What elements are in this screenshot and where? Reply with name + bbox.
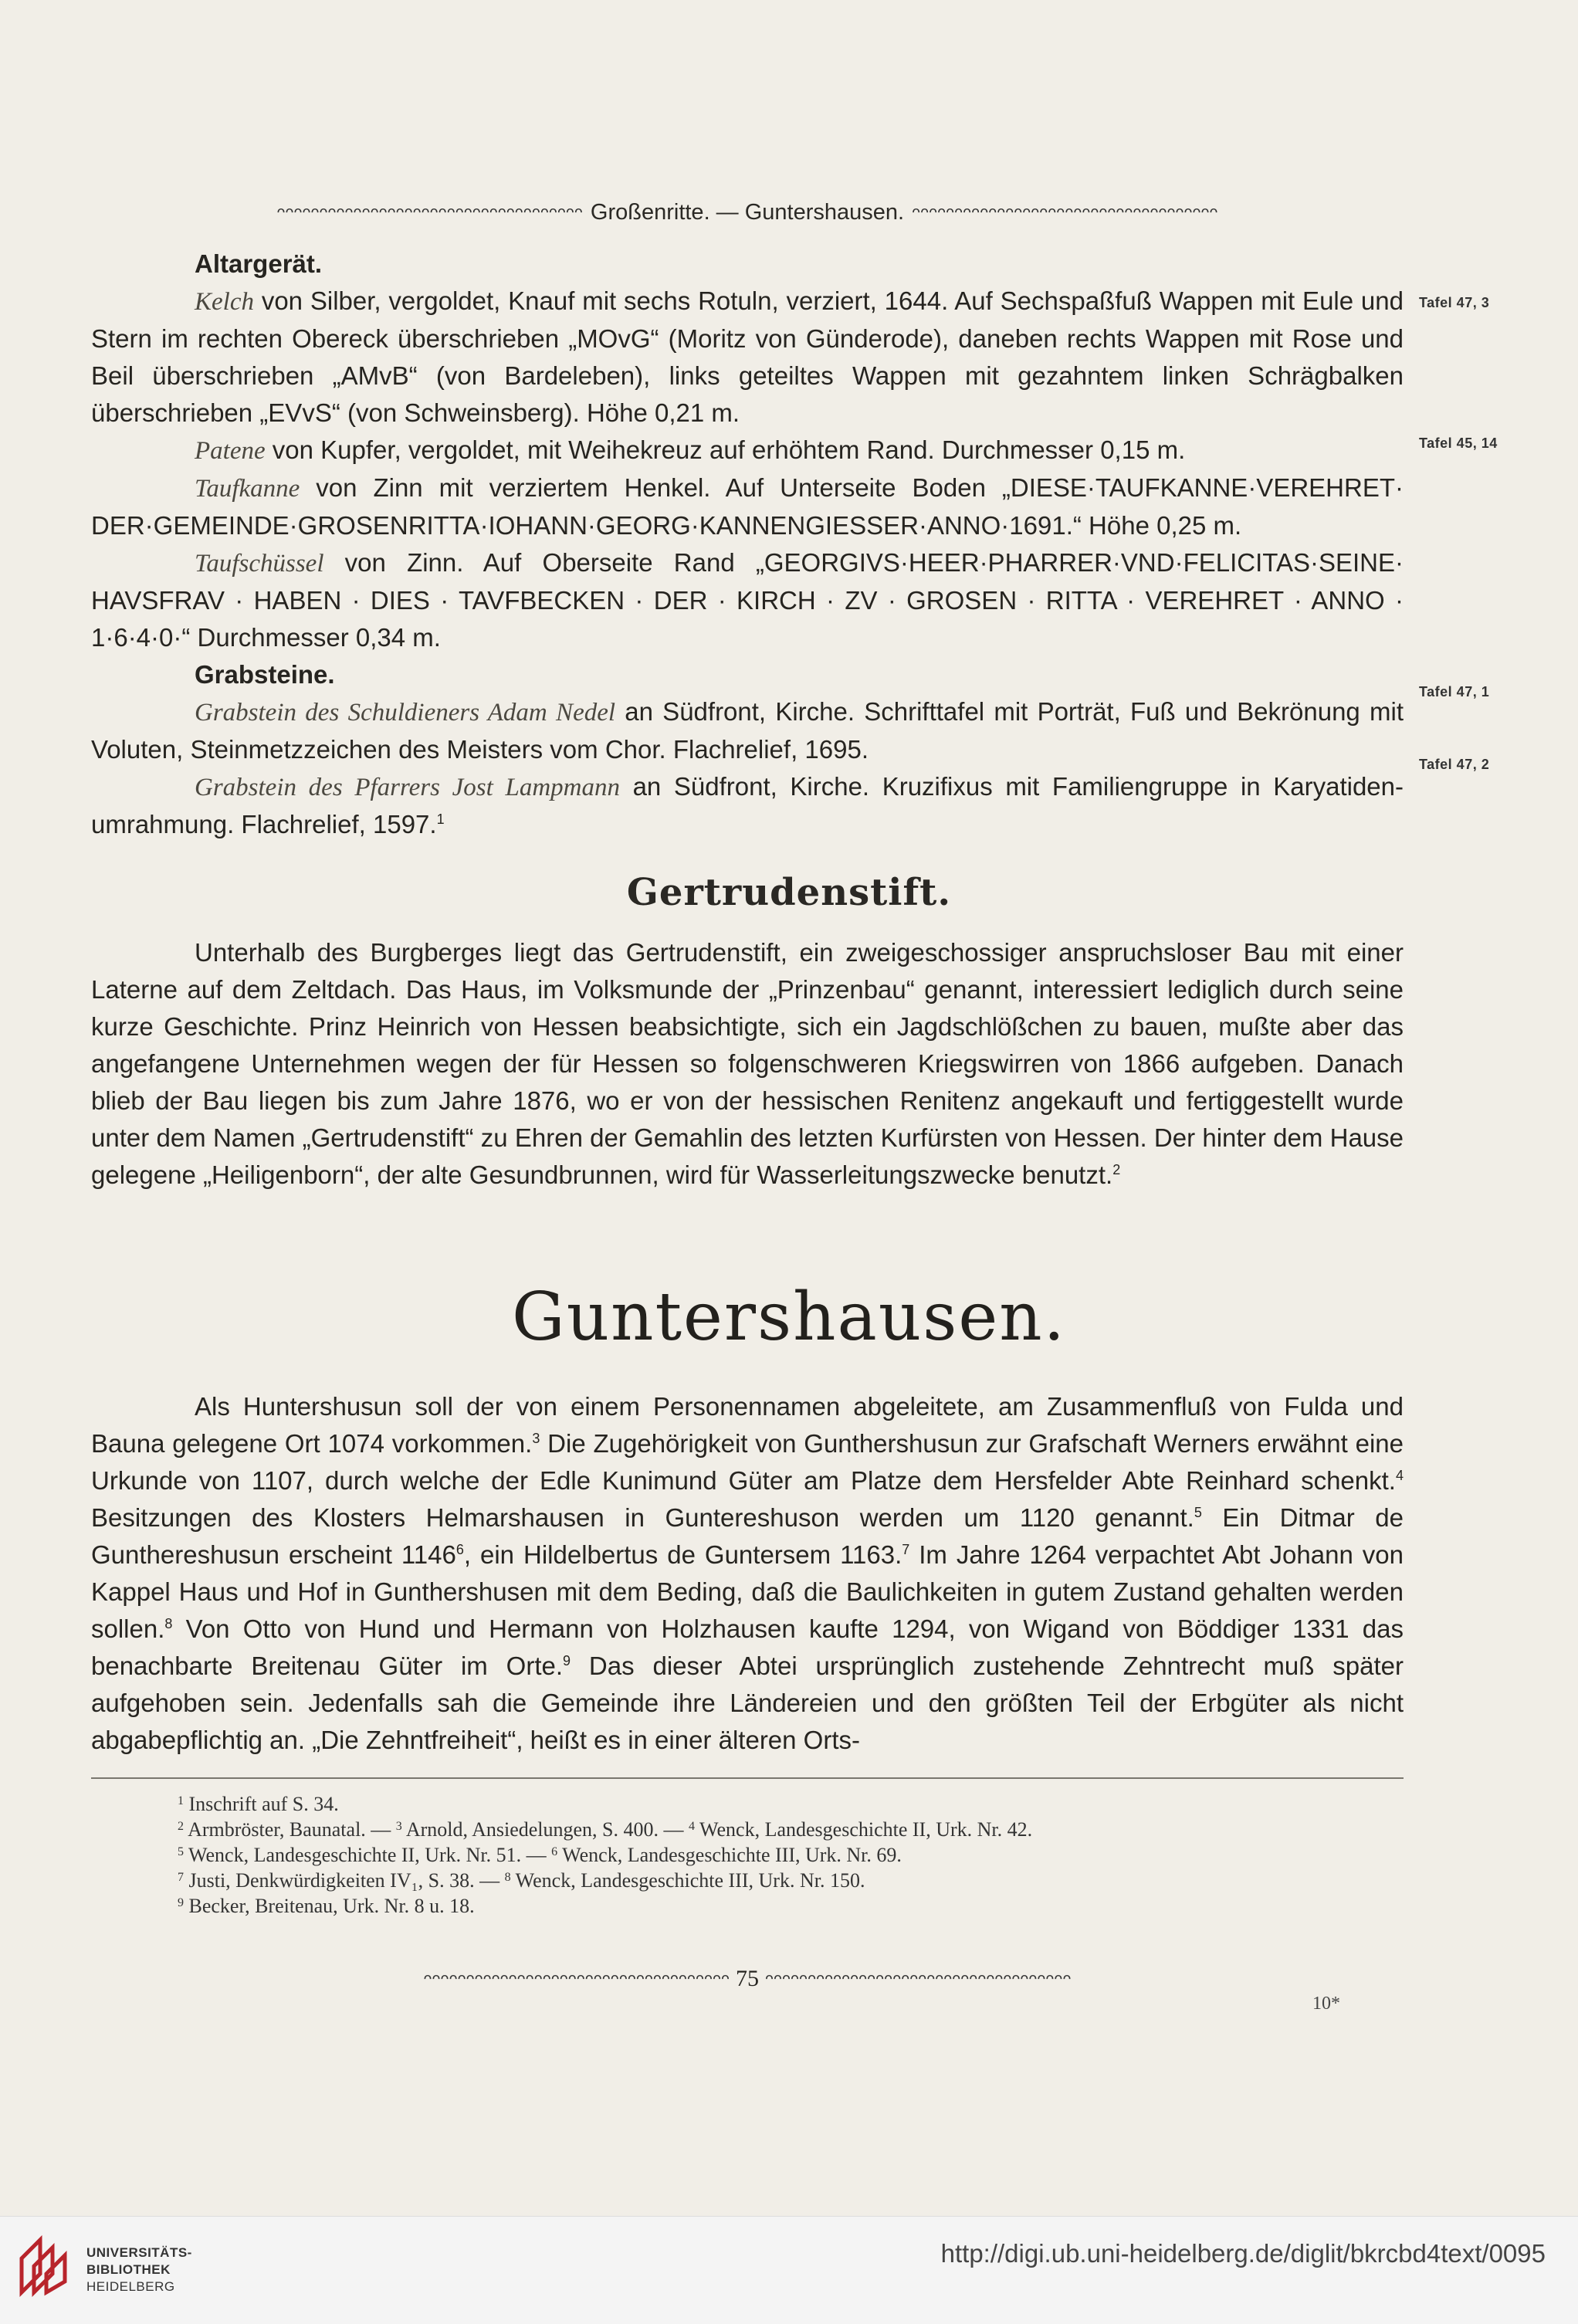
entry-title: Taufkanne [195, 475, 300, 503]
entry-grabstein-lampmann: Grabstein des Pfarrers Jost Lampmann an Südfront, Kirche. Kruzifixus mit Familiengruppe in Karyatiden-umrahmung. Flachrelief, 1597.$^1$ [91, 772, 1404, 838]
footnote-divider [91, 1777, 1404, 1779]
entry-taufschuessel: Taufschüssel von Zinn. Auf Oberseite Rand „GEORGIVS·HEER·PHARRER·VND·FELICITAS·SEINE· HAVSFRAV · HABEN · DIES · TAVFBECKEN · DER · KIRCH · ZV · GROSEN · RITTA · VEREHRET · ANNO · 1·6·4·0·“ Durchmesser 0,34 m. [91, 548, 1404, 652]
footnote-ref[interactable]: 8 [164, 1616, 173, 1631]
entry-title: Grabstein des Pfarrers Jost Lampmann [195, 774, 620, 801]
paragraph-guntershausen: Als Huntershusun soll der von einem Personennamen abgeleitete, am Zusammenfluß von Fulda und Bauna gelegene Ort 1074 vorkommen.$^3$ Die Zugehörigkeit von Gunthershusun zur Grafschaft Werners erwähnt eine Urkunde von 1107, durch welche der Edle Kunimund Güter am Platze dem Hersfelder Abte Reinhard schenkt.$^4$ Besitzungen des Klosters Helmarshausen in Guntereshuson werden um 1120 genannt.$^5$ Ein Ditmar de Gunthereshusun erscheint 1146$^6$, ein Hildelbertus de Guntersem 1163.$^7$ Im Jahre 1264 verpachtet Abt Johann von Kappel Haus und Hof in Gunthershusen mit dem Beding, daß die Baulichkeiten in gutem Zustand gehalten werden sollen.$^8$ Von Otto von Hund und Hermann von Holzhausen kaufte 1294, von Wigand von Böddiger 1331 das benachbarte Breitenau Güter im Orte.$^9$ Das dieser Abtei ursprünglich zustehende Zehntrecht muß später aufgehoben sein. Jedenfalls sah die Gemeinde ihre Ländereien und den größten Teil der Erbgüter als nicht abgabepflichtig an. „Die Zehntfreiheit“, heißt es in einer älteren Orts- [91, 1392, 1404, 1754]
footnote-ref[interactable]: 6 [455, 1542, 464, 1557]
ornament-band-right: ᴖᴖᴖᴖᴖᴖᴖᴖᴖᴖᴖᴖᴖᴖᴖᴖᴖᴖᴖᴖᴖᴖᴖᴖᴖᴖᴖᴖᴖᴖᴖᴖᴖᴖᴖᴖ [912, 206, 1218, 219]
section-altargeraet [91, 246, 1404, 843]
heading-guntershausen: Guntershausen. [512, 1279, 1066, 1356]
page-footer [91, 1965, 1404, 1993]
footnotes [178, 1791, 1382, 1919]
footnote-item: $^2$ Armbröster, Baunatal. — $^3$ Arnold, Ansiedelungen, S. 400. — $^4$ Wenck, Landesgeschichte II, Urk. Nr. 42. [178, 1818, 1033, 1841]
footnote-ref[interactable]: 5 [1194, 1505, 1202, 1520]
entry-grabstein-nedel: Grabstein des Schuldieners Adam Nedel an Südfront, Kirche. Schrifttafel mit Porträt, Fuß und Bekrönung mit Voluten, Steinmetzzeichen des Meisters vom Chor. Flachrelief, 1695. [91, 697, 1404, 764]
footnote-ref[interactable]: 1 [436, 811, 445, 827]
page-number: 75 [736, 1966, 759, 1991]
section-gertrudenstift [91, 934, 1404, 1194]
footnote-ref[interactable]: 2 [1112, 1162, 1121, 1177]
entry-title: Grabstein des Schuldieners Adam Nedel [195, 699, 616, 727]
entry-title: Kelch [195, 288, 254, 316]
heading-altargeraet: Altargerät. [195, 249, 323, 278]
footnote-item: $^9$ Becker, Breitenau, Urk. Nr. 8 u. 18. [178, 1895, 475, 1917]
footnote-ref[interactable]: 9 [563, 1653, 571, 1668]
library-footer-band [0, 2216, 1578, 2324]
footnote-item: $^5$ Wenck, Landesgeschichte II, Urk. Nr. 51. — $^6$ Wenck, Landesgeschichte III, Urk. Nr. 69. [178, 1844, 902, 1866]
printer-signature: 10* [1312, 1994, 1340, 2014]
entry-taufkanne: Taufkanne von Zinn mit verziertem Henkel. Auf Unterseite Boden „DIESE·TAUFKANNE·VEREHRET· DER·GEMEINDE·GROSENRITTA·IOHANN·GEORG·KANNENGIESSER·ANNO·1691.“ Höhe 0,25 m. [91, 473, 1404, 540]
ornament-band-left: ᴖᴖᴖᴖᴖᴖᴖᴖᴖᴖᴖᴖᴖᴖᴖᴖᴖᴖᴖᴖᴖᴖᴖᴖᴖᴖᴖᴖᴖᴖᴖᴖᴖᴖᴖᴖ [276, 206, 583, 219]
footnote-item: $^7$ Justi, Denkwürdigkeiten IV₁, S. 38. — $^8$ Wenck, Landesgeschichte III, Urk. Nr. 150. [178, 1869, 865, 1892]
footnote-ref[interactable]: 7 [902, 1542, 910, 1557]
entry-patene: Patene von Kupfer, vergoldet, mit Weihekreuz auf erhöhtem Rand. Durchmesser 0,15 m. [195, 435, 1186, 465]
margin-note-plate: Tafel 47, 2 [1419, 757, 1490, 772]
library-logo-icon[interactable] [17, 2235, 73, 2297]
section-guntershausen [91, 1388, 1404, 1759]
heading-gertrudenstift: Gertrudenstift. [626, 871, 952, 914]
entry-kelch: Kelch von Silber, vergoldet, Knauf mit sechs Rotuln, verziert, 1644. Auf Sechspaßfuß Wappen mit Eule und Stern im rechten Obereck überschrieben „MOvG“ (Moritz von Günderode), daneben rechts Wappen mit Rose und Beil überschrieben „AMvB“ (von Bardeleben), links geteiltes Wappen mit gezahntem linken Schrägbalken überschrieben „EVvS“ (von Schweinsberg). Höhe 0,21 m. [91, 286, 1404, 427]
running-head: Großenritte. — Guntershausen. [590, 199, 905, 225]
footnote-ref[interactable]: 4 [1395, 1468, 1404, 1483]
entry-title: Patene [195, 437, 266, 465]
margin-note-plate: Tafel 47, 3 [1419, 295, 1490, 310]
source-url-link[interactable]: http://digi.ub.uni-heidelberg.de/diglit/bkrcbd4text/0095 [940, 2239, 1546, 2268]
footnote-item: $^1$ Inschrift auf S. 34. [178, 1793, 339, 1815]
library-name: UNIVERSITÄTS- BIBLIOTHEK HEIDELBERG [86, 2245, 192, 2294]
footnote-ref[interactable]: 3 [532, 1431, 540, 1446]
running-header [91, 197, 1404, 228]
margin-note-plate: Tafel 47, 1 [1419, 684, 1490, 700]
ornament-band-left: ᴖᴖᴖᴖᴖᴖᴖᴖᴖᴖᴖᴖᴖᴖᴖᴖᴖᴖᴖᴖᴖᴖᴖᴖᴖᴖᴖᴖᴖᴖᴖᴖᴖᴖᴖᴖ [423, 1973, 730, 1985]
ornament-band-right: ᴖᴖᴖᴖᴖᴖᴖᴖᴖᴖᴖᴖᴖᴖᴖᴖᴖᴖᴖᴖᴖᴖᴖᴖᴖᴖᴖᴖᴖᴖᴖᴖᴖᴖᴖᴖ [765, 1973, 1072, 1985]
heading-grabsteine: Grabsteine. [195, 660, 335, 689]
paragraph-gertrudenstift: Unterhalb des Burgberges liegt das Gertrudenstift, ein zweigeschossiger anspruchsloser Bau mit einer Laterne auf dem Zeltdach. Das Haus, im Volksmunde der „Prinzenbau“ genannt, interessiert lediglich durch seine kurze Geschichte. Prinz Heinrich von Hessen beabsichtigte, sich ein Jagdschlößchen zu bauen, mußte aber das angefangene Unternehmen wegen der für Hessen so folgenschweren Kriegswirren von 1866 aufgeben. Danach blieb der Bau liegen bis zum Jahre 1876, wo er von der hessischen Renitenz angekauft und fertiggestellt wurde unter dem Namen „Gertrudenstift“ zu Ehren der Gemahlin des letzten Kurfürsten von Hessen. Der hinter dem Hause gelegene „Heiligenborn“, der alte Gesundbrunnen, wird für Wasserleitungszwecke benutzt.$^2$ [91, 938, 1404, 1189]
entry-title: Taufschüssel [195, 550, 324, 578]
margin-note-plate: Tafel 45, 14 [1419, 435, 1498, 451]
